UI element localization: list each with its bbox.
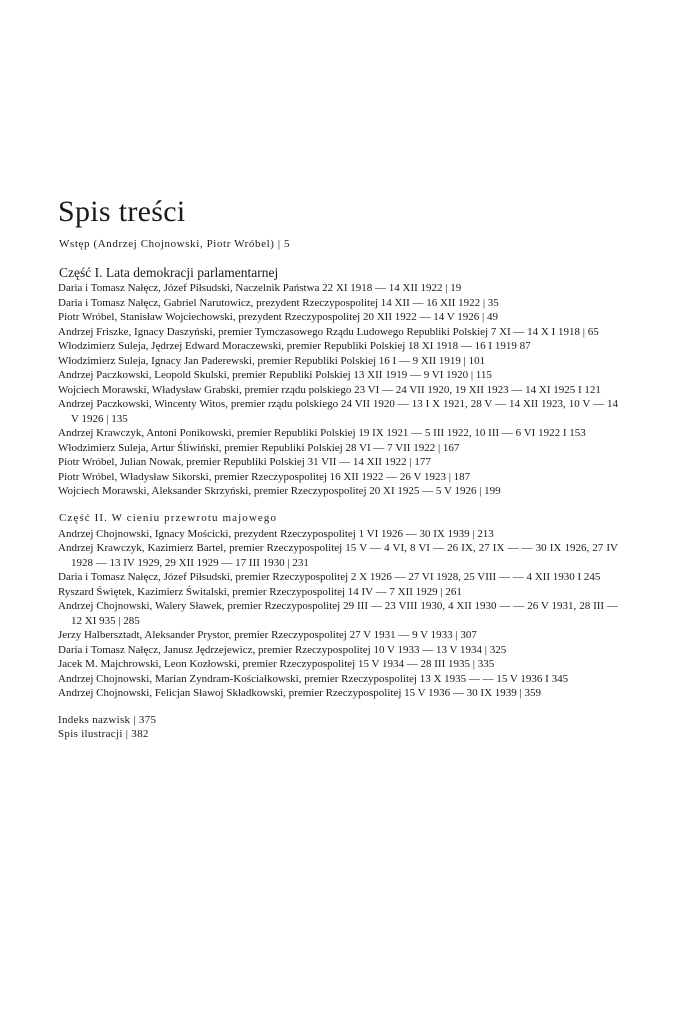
toc-part-1 (58, 265, 618, 499)
entry-list (58, 281, 618, 499)
table-of-contents (58, 194, 618, 742)
toc-entry: Daria i Tomasz Nałęcz, Janusz Jędrzejewicz, premier Rzeczypospolitej 10 V 1933 — 13 V 1934 | 325 (58, 643, 507, 656)
toc-entry: Piotr Wróbel, Julian Nowak, premier Republiki Polskiej 31 VII — 14 XII 1922 | 177 (58, 456, 431, 468)
back-matter-list (58, 713, 618, 742)
toc-entry: Wojciech Morawski, Władysław Grabski, premier rządu polskiego 23 VI — 24 VII 1920, 19 XII 1923 — 14 XI 1925 I 121 (58, 383, 601, 396)
toc-entry: Andrzej Chojnowski, Walery Sławek, premier Rzeczypospolitej 29 III — 23 VIII 1930, 4 XII 1930 — — 26 V 1931, 28 III — 12 XI 935 | 285 (58, 600, 618, 627)
toc-entry: Piotr Wróbel, Władysław Sikorski, premier Rzeczypospolitej 16 XII 1922 — 26 V 1923 | 187 (58, 470, 471, 483)
toc-entry: Włodzimierz Suleja, Ignacy Jan Paderewski, premier Republiki Polskiej 16 I — 9 XII 1919 | 101 (58, 354, 486, 367)
toc-entry: Jerzy Halbersztadt, Aleksander Prystor, premier Rzeczypospolitej 27 V 1931 — 9 V 1933 | 307 (58, 629, 477, 641)
part-heading: Część II. W cieniu przewrotu majowego (59, 511, 278, 524)
toc-intro-entry: Wstęp (Andrzej Chojnowski, Piotr Wróbel) | 5 (59, 238, 291, 250)
toc-entry: Piotr Wróbel, Stanisław Wojciechowski, prezydent Rzeczypospolitej 20 XII 1922 — 14 V 1926 | 49 (58, 311, 498, 323)
toc-entry: Włodzimierz Suleja, Artur Śliwiński, premier Republiki Polskiej 28 VI — 7 VII 1922 | 167 (58, 441, 460, 454)
toc-entry: Andrzej Krawczyk, Kazimierz Bartel, premier Rzeczypospolitej 15 V — 4 VI, 8 VI — 26 IX, 27 IX — — 30 IX 1926, 27 IV 1928 — 13 IV 1929, 29 XII 1929 — 17 III 1930 | 231 (58, 542, 618, 569)
toc-part-2 (58, 511, 618, 701)
toc-entry-index: Indeks nazwisk | 375 (58, 713, 157, 726)
toc-entry: Daria i Tomasz Nałęcz, Józef Piłsudski, premier Rzeczypospolitej 2 X 1926 — 27 VI 1928, 25 VIII — — 4 XII 1930 I 245 (58, 571, 601, 583)
toc-entry: Daria i Tomasz Nałęcz, Gabriel Narutowicz, prezydent Rzeczypospolitej 14 XII — 16 XII 1922 | 35 (58, 296, 499, 309)
toc-entry-illustrations: Spis ilustracji | 382 (58, 728, 149, 740)
toc-entry: Andrzej Chojnowski, Felicjan Sławoj Składkowski, premier Rzeczypospolitej 15 V 1936 — 30 IX 1939 | 359 (58, 687, 541, 699)
part-heading: Część I. Lata demokracji parlamentarnej (59, 265, 279, 280)
toc-entry: Ryszard Świętek, Kazimierz Świtalski, premier Rzeczypospolitej 14 IV — 7 XII 1929 | 261 (58, 585, 462, 598)
toc-entry: Andrzej Chojnowski, Ignacy Mościcki, prezydent Rzeczypospolitej 1 VI 1926 — 30 IX 1939 | 213 (58, 527, 494, 540)
toc-entry: Włodzimierz Suleja, Jędrzej Edward Moraczewski, premier Republiki Polskiej 18 XI 1918 — 16 I 1919 87 (58, 340, 531, 352)
entry-list (58, 527, 618, 701)
page-title: Spis treści (58, 195, 186, 228)
toc-entry: Jacek M. Majchrowski, Leon Kozłowski, premier Rzeczypospolitej 15 V 1934 — 28 III 1935 | 335 (58, 658, 495, 670)
toc-entry: Andrzej Chojnowski, Marian Zyndram-Kościałkowski, premier Rzeczypospolitej 13 X 1935 — — 15 V 1936 I 345 (58, 672, 569, 685)
toc-entry: Andrzej Krawczyk, Antoni Ponikowski, premier Republiki Polskiej 19 IX 1921 — 5 III 1922, 10 III — 6 VI 1922 I 153 (58, 427, 586, 439)
toc-entry: Andrzej Paczkowski, Wincenty Witos, premier rządu polskiego 24 VII 1920 — 13 I X 1921, 28 V — 14 XII 1923, 10 V — 14 V 1926 | 135 (58, 398, 618, 425)
toc-entry: Daria i Tomasz Nałęcz, Józef Piłsudski, Naczelnik Państwa 22 XI 1918 — 14 XII 1922 | 19 (58, 282, 462, 294)
toc-entry: Wojciech Morawski, Aleksander Skrzyński, premier Rzeczypospolitej 20 XI 1925 — 5 V 1926 | 199 (58, 485, 501, 497)
toc-entry: Andrzej Friszke, Ignacy Daszyński, premier Tymczasowego Rządu Ludowego Republiki Polskiej 7 XI — 14 X I 1918 | 65 (58, 325, 599, 338)
toc-entry: Andrzej Paczkowski, Leopold Skulski, premier Republiki Polskiej 13 XII 1919 — 9 VI 1920 | 115 (58, 369, 492, 381)
